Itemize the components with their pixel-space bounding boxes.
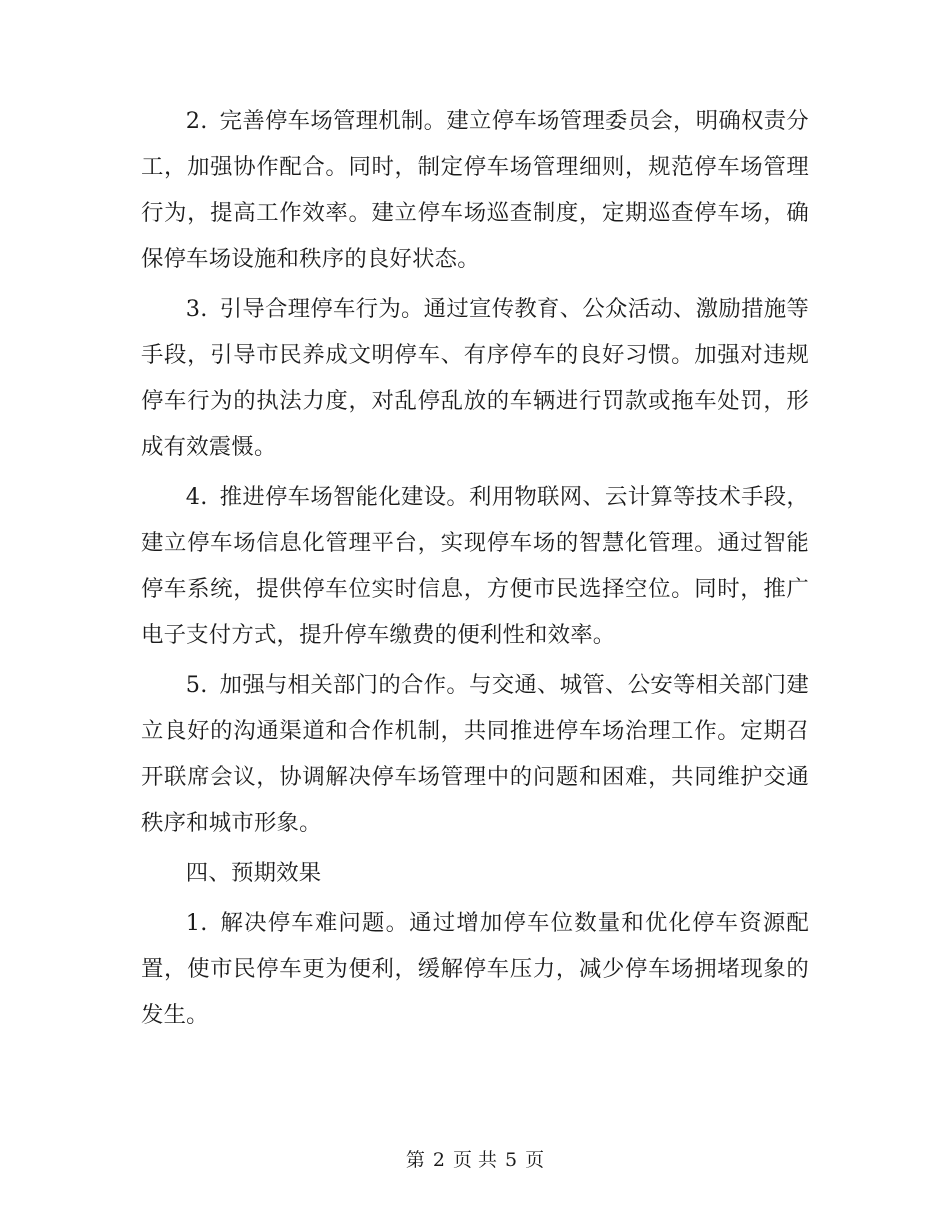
paragraph-number: 3.	[185, 296, 208, 322]
footer-middle: 页 共	[452, 1149, 498, 1171]
paragraph-text: 解决停车难问题。通过增加停车位数量和优化停车资源配置，使市民停车更为便利，缓解停车压力，减少停车场拥堵现象的发生。	[141, 910, 809, 1028]
paragraph-text: 加强与相关部门的合作。与交通、城管、公安等相关部门建立良好的沟通渠道和合作机制，共同推进停车场治理工作。定期召开联席会议，协调解决停车场管理中的问题和困难，共同维护交通秩序和城市形象。	[141, 672, 809, 836]
paragraph-text: 引导合理停车行为。通过宣传教育、公众活动、激励措施等手段，引导市民养成文明停车、有序停车的良好习惯。加强对违规停车行为的执法力度，对乱停乱放的车辆进行罚款或拖车处罚，形成有效震慑。	[141, 296, 809, 460]
footer-prefix: 第	[405, 1149, 425, 1171]
paragraph-4	[141, 474, 809, 658]
footer-suffix: 页	[525, 1149, 545, 1171]
section-heading	[141, 850, 809, 896]
paragraph-number: 2.	[185, 108, 208, 134]
paragraph-text: 完善停车场管理机制。建立停车场管理委员会，明确权责分工，加强协作配合。同时，制定停车场管理细则，规范停车场管理行为，提高工作效率。建立停车场巡查制度，定期巡查停车场，确保停车场设施和秩序的良好状态。	[141, 108, 809, 272]
paragraph-number: 5.	[185, 672, 208, 698]
paragraph-2	[141, 98, 809, 282]
section-heading-text: 四、预期效果	[185, 860, 322, 886]
document-page	[141, 98, 809, 1042]
paragraph-number: 4.	[185, 484, 208, 510]
page-footer	[0, 1146, 950, 1174]
paragraph-3	[141, 286, 809, 470]
paragraph-text: 推进停车场智能化建设。利用物联网、云计算等技术手段，建立停车场信息化管理平台，实现停车场的智慧化管理。通过智能停车系统，提供停车位实时信息，方便市民选择空位。同时，推广电子支付方式，提升停车缴费的便利性和效率。	[141, 484, 809, 648]
footer-total-pages: 5	[505, 1149, 518, 1171]
paragraph-5	[141, 662, 809, 846]
footer-current-page: 2	[432, 1149, 445, 1171]
paragraph-effect-1	[141, 900, 809, 1038]
paragraph-number: 1.	[185, 910, 208, 936]
